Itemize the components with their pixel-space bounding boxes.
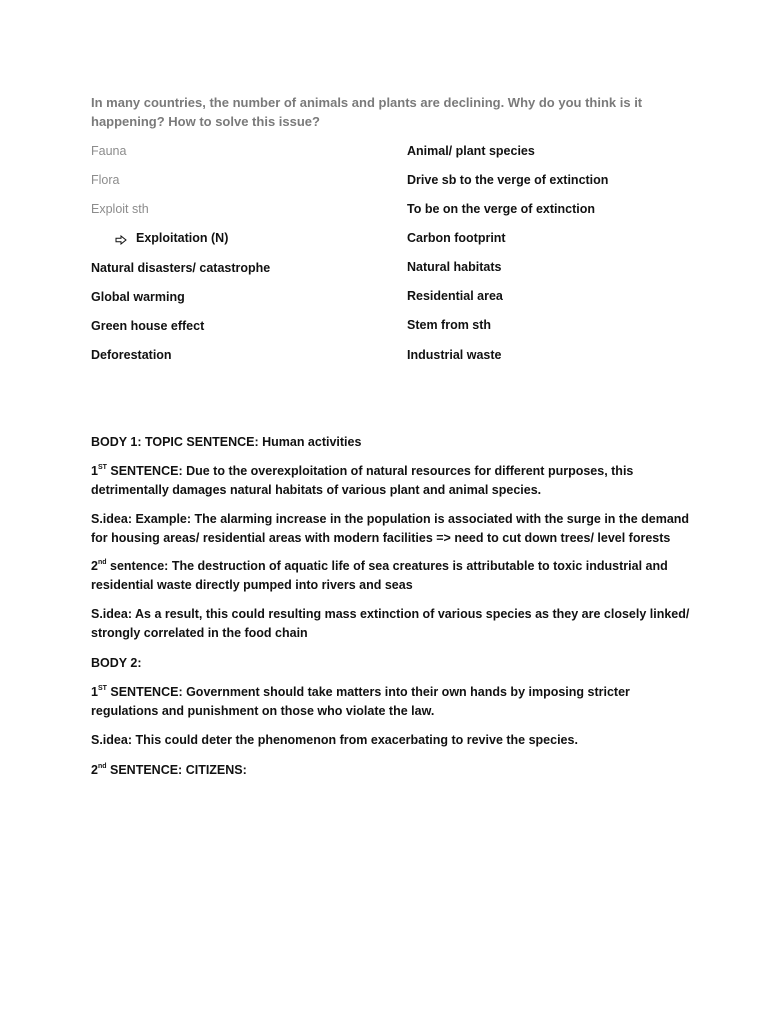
vocab-left-global-warming: Global warming — [91, 290, 185, 304]
body1-s2-ordinal: nd — [97, 558, 107, 566]
vocab-left-natural-disasters: Natural disasters/ catastrophe — [91, 261, 271, 275]
vocab-left-flora: Flora — [91, 173, 120, 187]
vocab-right-residential-area: Residential area — [407, 289, 503, 303]
body1-s1-text: SENTENCE: Due to the overexploitation of natural resources for different purposes, this detrimentally damages natural habitats of various plant and animal species. — [91, 464, 634, 497]
body1-sentence1 — [91, 462, 691, 500]
vocab-left-exploit: Exploit sth — [91, 202, 149, 216]
body2-s1-text: SENTENCE: Government should take matters into their own hands by imposing stricter regulations and punishment on those who violate the law. — [91, 685, 630, 718]
body1-heading: BODY 1: TOPIC SENTENCE: Human activities — [91, 435, 362, 449]
body1-s1-number: 1 — [91, 464, 98, 478]
vocab-right-drive-extinction: Drive sb to the verge of extinction — [407, 173, 609, 187]
body1-s2-number: 2 — [91, 559, 98, 573]
vocab-left-exploitation: Exploitation (N) — [136, 231, 229, 245]
vocab-left-fauna: Fauna — [91, 144, 127, 158]
vocab-right-industrial-waste: Industrial waste — [407, 348, 502, 362]
vocab-right-verge-extinction: To be on the verge of extinction — [407, 202, 595, 216]
body1-s1-ordinal: ST — [97, 463, 107, 471]
body1-supporting-idea2: S.idea: As a result, this could resulting mass extinction of various species as they are closely linked/ strongly correlated in the food chain — [91, 607, 690, 640]
vocab-right-carbon-footprint: Carbon footprint — [407, 231, 506, 245]
body2-s2-ordinal: nd — [97, 762, 107, 770]
vocab-left-deforestation: Deforestation — [91, 348, 172, 362]
right-arrow-icon — [115, 232, 127, 242]
essay-question: In many countries, the number of animals and plants are declining. Why do you think is it happening? How to solve this issue? — [91, 95, 643, 129]
vocab-right-stem-from: Stem from sth — [407, 318, 492, 332]
body1-sentence2 — [91, 557, 691, 595]
body2-heading: BODY 2: — [91, 656, 142, 670]
body2-s1-number: 1 — [91, 685, 98, 699]
body1-s2-text: sentence: The destruction of aquatic life of sea creatures is attributable to toxic industrial and residential waste directly pumped into rivers and seas — [91, 559, 668, 592]
body2-sentence1 — [91, 683, 691, 721]
body2-s2-number: 2 — [91, 763, 98, 777]
vocab-left-greenhouse-effect: Green house effect — [91, 319, 205, 333]
body2-sentence2 — [91, 761, 691, 780]
vocab-right-natural-habitats: Natural habitats — [407, 260, 502, 274]
body2-s1-ordinal: ST — [97, 684, 107, 692]
body2-s2-text: SENTENCE: CITIZENS: — [106, 763, 247, 777]
body1-supporting-idea1: S.idea: Example: The alarming increase in the population is associated with the surge in the demand for housing areas/ residential areas with modern facilities => need to cut down trees/ level forests — [91, 512, 690, 545]
body2-supporting-idea1: S.idea: This could deter the phenomenon from exacerbating to revive the species. — [91, 733, 578, 747]
vocab-right-species: Animal/ plant species — [407, 144, 535, 158]
